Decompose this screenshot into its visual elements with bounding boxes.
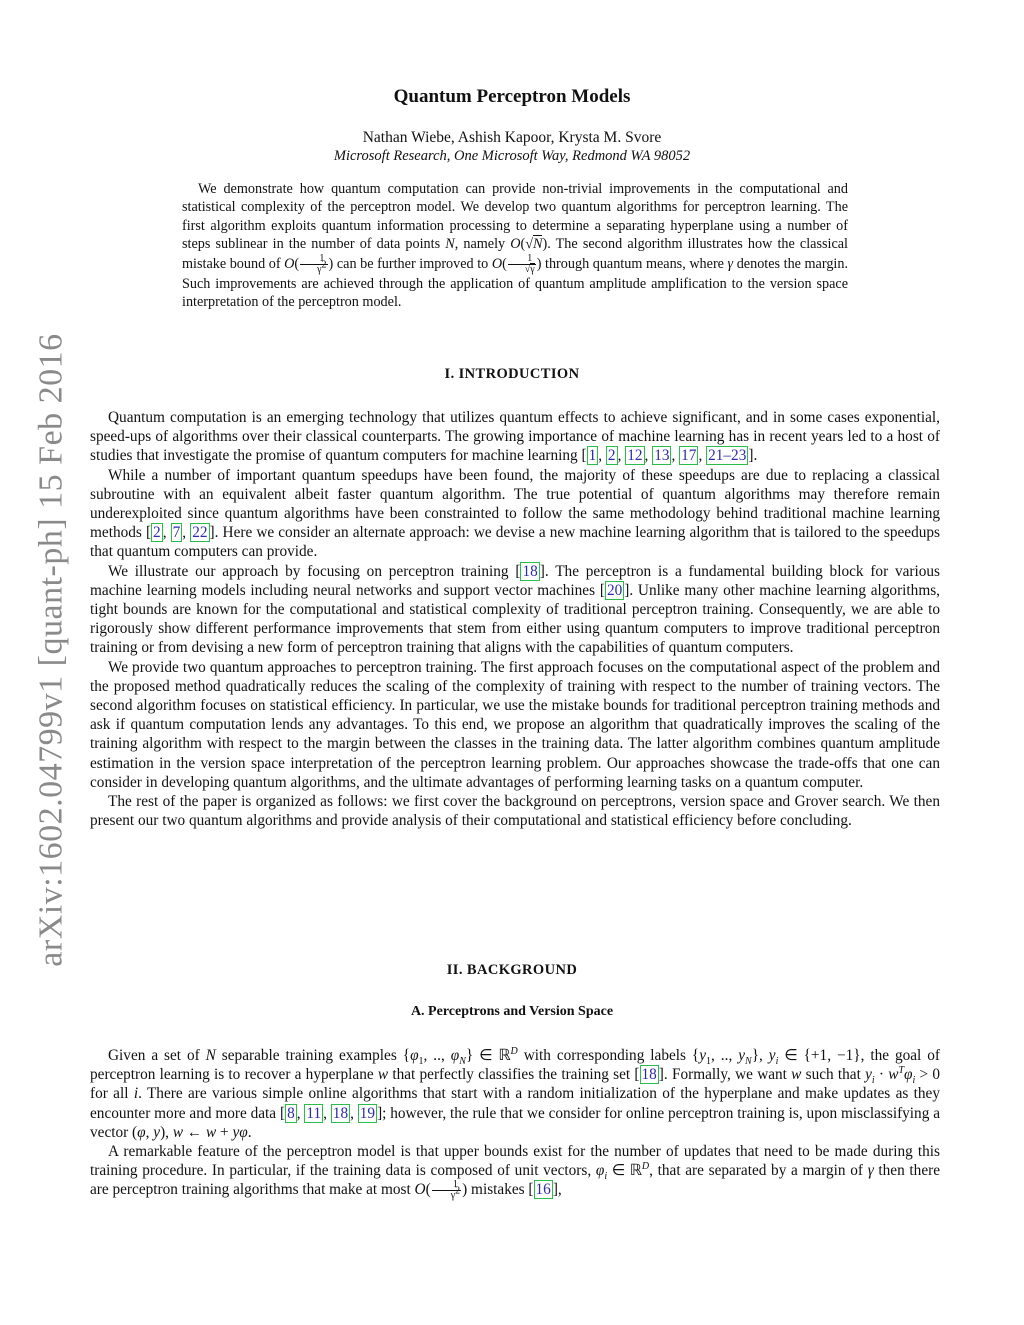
citation-link[interactable]: 17 xyxy=(681,447,697,465)
intro-paragraph-2: While a number of important quantum speedups have been found, the majority of these speedups are due to replacing a classical subroutine with an equivalent albeit faster quantum algorithm. The true potential of quantum algorithms may therefore remain underexploited since quantum algorithms have been constrainted to follow the same methodology behind traditional machine learning methods [ 2 , 7 , 22 ]. Here we consider an alternate approach: we devise a new machine learning algorithm that is tailored to the speedups that quantum computers can provide. xyxy=(90,466,940,561)
citation-link[interactable]: 7 xyxy=(172,524,181,542)
citation-link[interactable]: 11 xyxy=(306,1104,322,1122)
citation-link[interactable]: 18 xyxy=(522,562,538,580)
citation-link[interactable]: 22 xyxy=(192,524,208,542)
citation-link[interactable]: 20 xyxy=(606,581,623,599)
citation-link[interactable]: 1 xyxy=(588,447,597,465)
arxiv-sidebar xyxy=(32,333,72,967)
affiliation: Microsoft Research, One Microsoft Way, Redmond WA 98052 xyxy=(333,148,691,164)
citation-link[interactable]: 16 xyxy=(535,1181,551,1199)
background-paragraph-1: Given a set of N separable training examples {$\varphi_1$, .., $\varphi_N$} ∈ ℝ$^D$ with corresponding labels {$y_1$, .., $y_N$}, $y_i$ ∈ {+1, −1}, the goal of perceptron learning is to recover a hyperplane w that perfectly classifies the training set [ 18 ]. Formally, we want w such that $y_i \cdot w^T\varphi_i > 0$ for all i. There are various simple online algorithms that start with a random initialization of the hyperplane and make updates as they encounter more and more data [ 8 , 11 , 18 , 19 ]; however, the rule that we consider for online perceptron training is, upon misclassifying a vector (φ, y), w ← w + yφ. xyxy=(90,1045,941,1141)
intro-paragraph-3: We illustrate our approach by focusing on perceptron training [ 18 ]. The perceptron is a fundamental building block for various machine learning models including neural networks and support vector machines [ 20 ]. Unlike many other machine learning algorithms, tight bounds are known for the computational and statistical complexity of traditional perceptron training. Consequently, we are able to rigorously show different performance improvements that stem from either using quantum computers to improve traditional perceptron training or from devising a new form of perceptron training that aligns with the capabilities of quantum computers. xyxy=(90,562,940,657)
paper-title: Quantum Perceptron Models xyxy=(393,86,631,107)
introduction-body xyxy=(90,408,940,830)
citation-link[interactable]: 2 xyxy=(607,447,616,465)
intro-paragraph-1: Quantum computation is an emerging technology that utilizes quantum effects to achieve significant, and in some cases exponential, speed-ups of algorithms over their classical counterparts. The growing importance of machine learning has in recent years led to a host of studies that investigate the promise of quantum computers for machine learning [ 1 , 2 , 12 , 13 , 17 , 21–23 ]. xyxy=(90,409,940,465)
background-body xyxy=(90,1046,940,1201)
abstract-paragraph: We demonstrate how quantum computation can provide non-trivial improvements in the computational and statistical complexity of the perceptron model. We develop two quantum algorithms for perceptron learning. The first algorithm exploits quantum information processing to determine a separating hyperplane using a number of steps sublinear in the number of data points N, namely O(√N). The second algorithm illustrates how the classical mistake bound of O( $\frac{1}{\gamma^2}$ ) can be further improved to O( $\frac{1}{√\gamma}$ ) through quantum means, where γ denotes the margin. Such improvements are achieved through the application of quantum amplitude amplification to the version space interpretation of the perceptron model. xyxy=(182,181,849,311)
subsection-heading-perceptrons: A. Perceptrons and Version Space xyxy=(410,1004,614,1019)
section-heading-background: II. BACKGROUND xyxy=(446,962,578,978)
author-list: Nathan Wiebe, Ashish Kapoor, Krysta M. Svore xyxy=(362,129,662,146)
citation-link[interactable]: 18 xyxy=(641,1066,657,1084)
citation-link[interactable]: 12 xyxy=(627,447,643,465)
intro-paragraph-5: The rest of the paper is organized as follows: we first cover the background on perceptrons, version space and Grover search. We then present our two quantum algorithms and provide analysis of their computational and statistical efficiency before concluding. xyxy=(90,793,940,830)
abstract xyxy=(182,180,848,311)
citation-link[interactable]: 2 xyxy=(153,524,161,542)
citation-link[interactable]: 8 xyxy=(287,1104,295,1122)
citation-link[interactable]: 18 xyxy=(332,1104,349,1122)
section-heading-introduction: I. INTRODUCTION xyxy=(444,366,580,382)
citation-link[interactable]: 13 xyxy=(654,447,670,465)
citation-link[interactable]: 21–23 xyxy=(708,447,747,465)
intro-paragraph-4: We provide two quantum approaches to perceptron training. The first approach focuses on the computational aspect of the problem and the proposed method quadratically reduces the scaling of the complexity of training with respect to the number of training vectors. The second algorithm focuses on statistical efficiency. In particular, we use the mistake bounds for traditional perceptron training methods and ask if quantum computation lends any advantages. To this end, we propose an algorithm that quadratically improves the scaling of the training algorithm with respect to the margin between the classes in the training data. The latter algorithm combines quantum amplitude estimation in the version space interpretation of the perceptron learning problem. Our approaches showcase the trade-offs that one can consider in developing quantum algorithms, and the ultimate advantages of performing learning tasks on a quantum computer. xyxy=(90,658,940,791)
citation-link[interactable]: 19 xyxy=(359,1104,376,1122)
background-paragraph-2: A remarkable feature of the perceptron model is that upper bounds exist for the number of updates that need to be made during this training procedure. In particular, if the training data is composed of unit vectors, $\varphi_i$ ∈ ℝ$^D$, that are separated by a margin of γ then there are perceptron training algorithms that make at most O( $\frac{1}{\gamma^2}$ ) mistakes [ 16 ], xyxy=(90,1143,940,1202)
arxiv-identifier: arXiv:1602.04799v1 [quant-ph] 15 Feb 2016 xyxy=(33,333,70,967)
